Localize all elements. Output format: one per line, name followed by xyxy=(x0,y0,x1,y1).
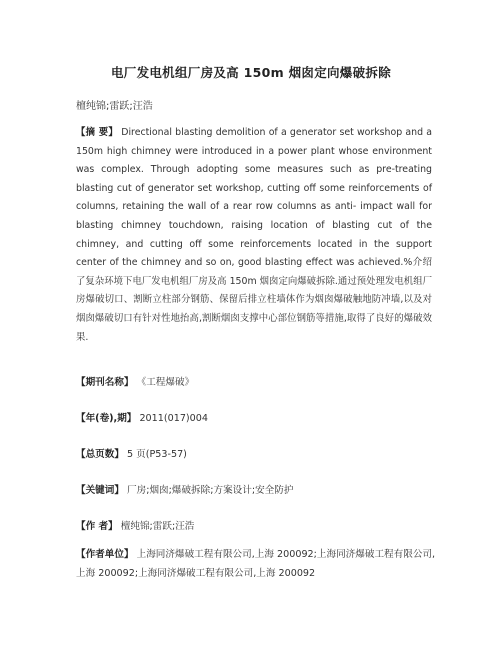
field-value: 上海同济爆破工程有限公司,上海 200092;上海同济爆破工程有限公司,上海 200092;上海同济爆破工程有限公司,上海 200092 xyxy=(76,549,436,579)
field-label: 【作者单位】 xyxy=(76,549,134,560)
field-label: 【年(卷),期】 xyxy=(76,413,137,424)
field-label: 【作 者】 xyxy=(76,521,118,532)
field-value: 5 页(P53-57) xyxy=(127,449,187,460)
field-value: 檀纯锦;雷跃;汪浩 xyxy=(120,521,195,532)
field-label: 【关键词】 xyxy=(76,485,124,496)
authors-line: 檀纯锦;雷跃;汪浩 xyxy=(76,101,153,112)
field-affiliation xyxy=(76,546,436,583)
abstract-label: 【摘 要】 xyxy=(76,127,118,138)
page-title: 电厂发电机组厂房及高 150m 烟囱定向爆破拆除 xyxy=(110,65,392,80)
abstract-text: Directional blasting demolition of a generator set workshop and a 150m high chimney were introduced in a power plant whose environment was complex. Through adopting some measures such as pre-treating blasting cut of generator set workshop, cutting off some reinforcements of columns, retaining the wall of a rear row columns as anti- impact wall for blasting chimney touchdown, raising location of blasting cut of the chimney, and cutting off some reinforcements located in the support center of the chimney and so on, good blasting effect was achieved.%介绍了复杂环境下电厂发电机组厂房及高 150m 烟囱定向爆破拆除.通过预处理发电机组厂房爆破切口、割断立柱部分钢筋、保留后排立柱墙体作为烟囱爆破触地防冲墙,以及对烟囱爆破切口有针对性地抬高,割断烟囱支撑中心部位钢筋等措施,取得了良好的爆破效果. xyxy=(76,127,433,343)
field-authors xyxy=(76,518,436,537)
field-label: 【期刊名称】 xyxy=(76,377,134,388)
abstract-block xyxy=(76,124,432,347)
field-year-volume xyxy=(76,410,436,429)
field-journal xyxy=(76,374,436,393)
field-keywords xyxy=(76,482,436,501)
field-value: 《工程爆破》 xyxy=(136,377,195,388)
field-value: 2011(017)004 xyxy=(139,413,208,424)
field-label: 【总页数】 xyxy=(76,449,124,460)
field-value: 厂房;烟囱;爆破拆除;方案设计;安全防护 xyxy=(127,485,294,496)
field-pages xyxy=(76,446,436,465)
